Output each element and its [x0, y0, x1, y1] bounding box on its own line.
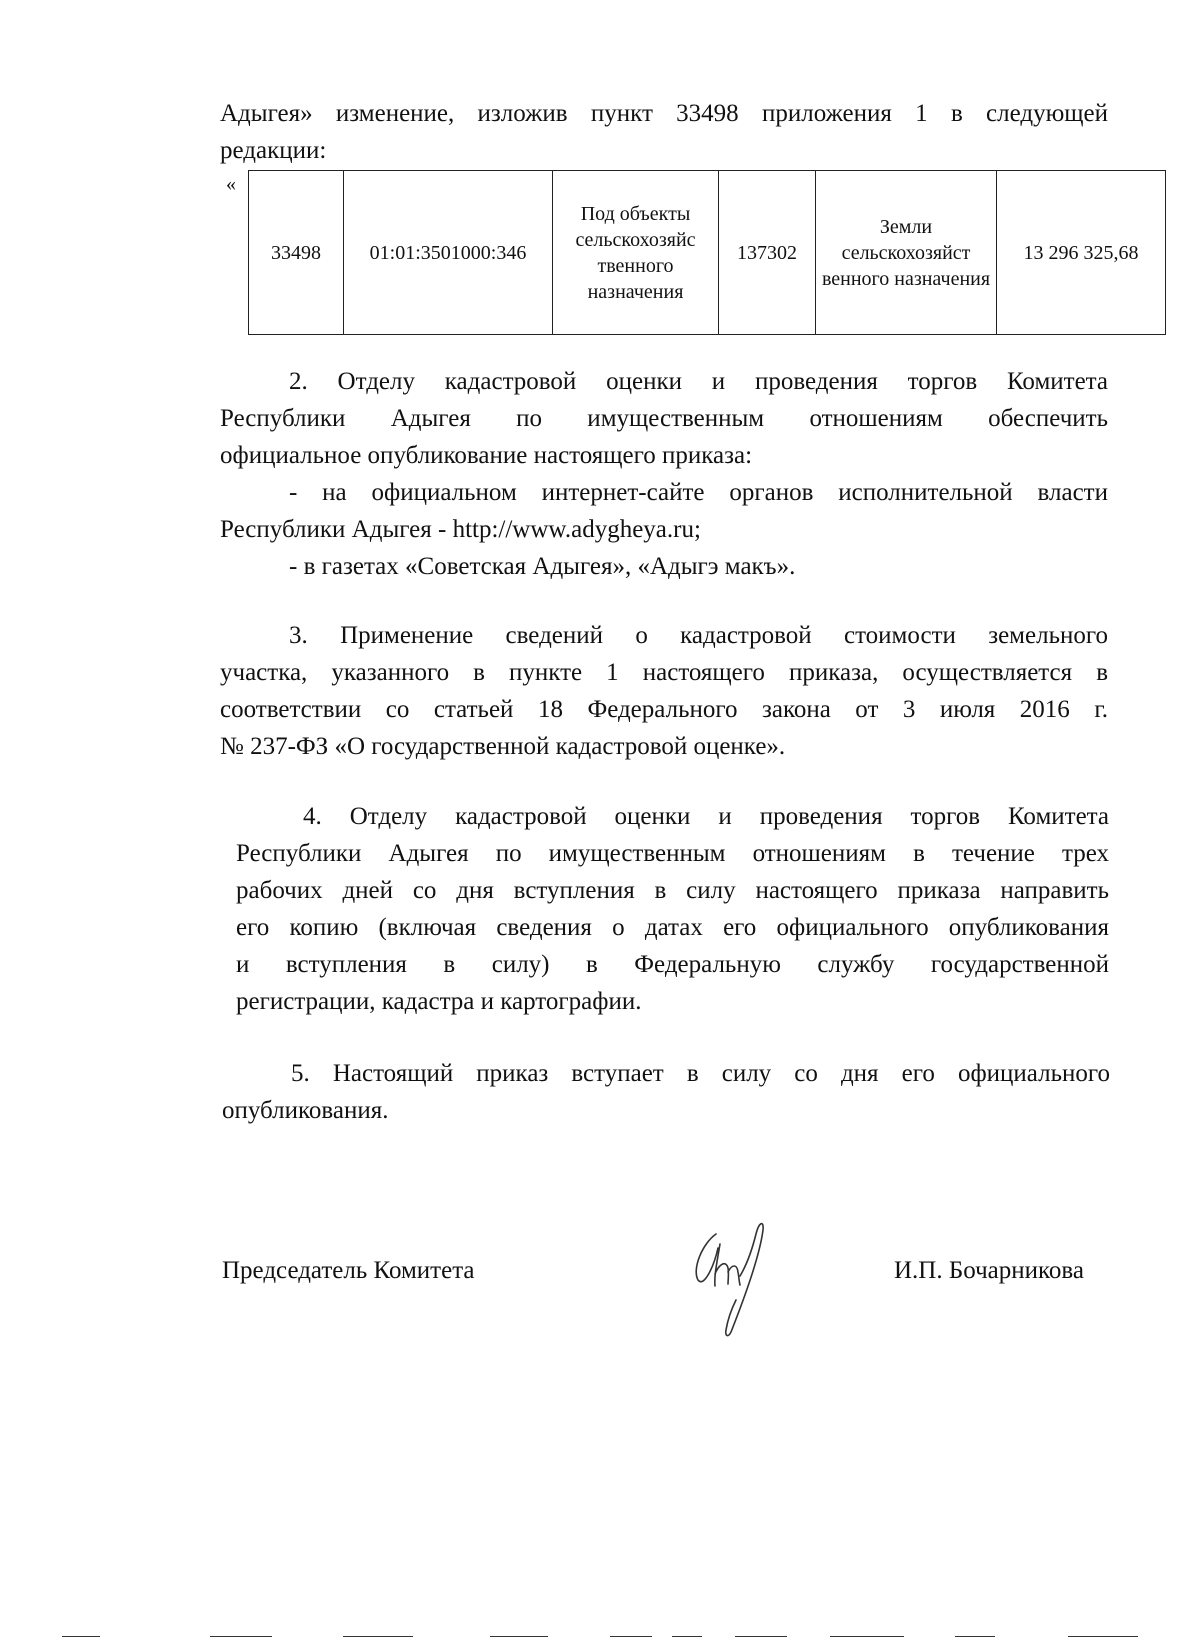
scan-rule — [1068, 1636, 1138, 1637]
para2-line-3: официальное опубликование настоящего приказа: — [220, 442, 753, 469]
cell-land-category: Земли сельскохозяйст венного назначения — [816, 171, 997, 335]
cell-item-number: 33498 — [249, 171, 344, 335]
para3-line-2: участка, указанного в пункте 1 настоящего приказа, осуществляется в — [220, 659, 1108, 686]
signoff-name: И.П. Бочарникова — [894, 1257, 1084, 1284]
scan-rule — [490, 1636, 548, 1637]
cell-area: 137302 — [719, 171, 816, 335]
para5-line-1: 5. Настоящий приказ вступает в силу со дня его официального — [291, 1060, 1110, 1087]
cell-permitted-use: Под объекты сельскохозяйс твенного назначения — [553, 171, 719, 335]
signoff-position: Председатель Комитета — [222, 1257, 475, 1284]
para3-line-1: 3. Применение сведений о кадастровой стоимости земельного — [289, 622, 1108, 649]
scan-rule — [735, 1636, 787, 1637]
table-row — [249, 171, 1166, 335]
cell-cadastral-value: 13 296 325,68 — [997, 171, 1166, 335]
para2-line-2: Республики Адыгея по имущественным отношениям обеспечить — [220, 405, 1108, 432]
cadastral-table — [248, 170, 1166, 335]
cell-cadastral-number: 01:01:3501000:346 — [344, 171, 553, 335]
scan-rule — [955, 1636, 995, 1637]
intro-line-1: Адыгея» изменение, изложив пункт 33498 приложения 1 в следующей — [220, 100, 1108, 127]
para2-line-6: - в газетах «Советская Адыгея», «Адыгэ макъ». — [289, 553, 796, 580]
para4-line-6: регистрации, кадастра и картографии. — [236, 988, 642, 1015]
para2-line-4: - на официальном интернет-сайте органов исполнительной власти — [289, 479, 1108, 506]
scan-rule — [610, 1636, 652, 1637]
intro-line-2: редакции: — [220, 137, 327, 164]
scan-rule — [672, 1636, 702, 1637]
para4-line-4: его копию (включая сведения о датах его официального опубликования — [236, 914, 1109, 941]
scan-rule — [830, 1636, 904, 1637]
scan-rule — [62, 1636, 100, 1637]
para2-line-5: Республики Адыгея - http://www.adygheya.ru; — [220, 516, 701, 543]
quote-open-mark: « — [226, 173, 236, 195]
para3-line-4: № 237-ФЗ «О государственной кадастровой оценке». — [220, 733, 786, 760]
scan-rule — [210, 1636, 272, 1637]
para5-line-2: опубликования. — [222, 1097, 389, 1124]
para4-line-3: рабочих дней со дня вступления в силу настоящего приказа направить — [236, 877, 1109, 904]
para3-line-3: соответствии со статьей 18 Федерального закона от 3 июля 2016 г. — [220, 696, 1108, 723]
para4-line-1: 4. Отделу кадастровой оценки и проведения торгов Комитета — [303, 803, 1109, 830]
para2-line-1: 2. Отделу кадастровой оценки и проведения торгов Комитета — [289, 368, 1108, 395]
scan-rule — [343, 1636, 413, 1637]
para4-line-2: Республики Адыгея по имущественным отношениям в течение трех — [236, 840, 1109, 867]
para4-line-5: и вступления в силу) в Федеральную службу государственной — [236, 951, 1109, 978]
handwritten-signature — [684, 1214, 784, 1344]
